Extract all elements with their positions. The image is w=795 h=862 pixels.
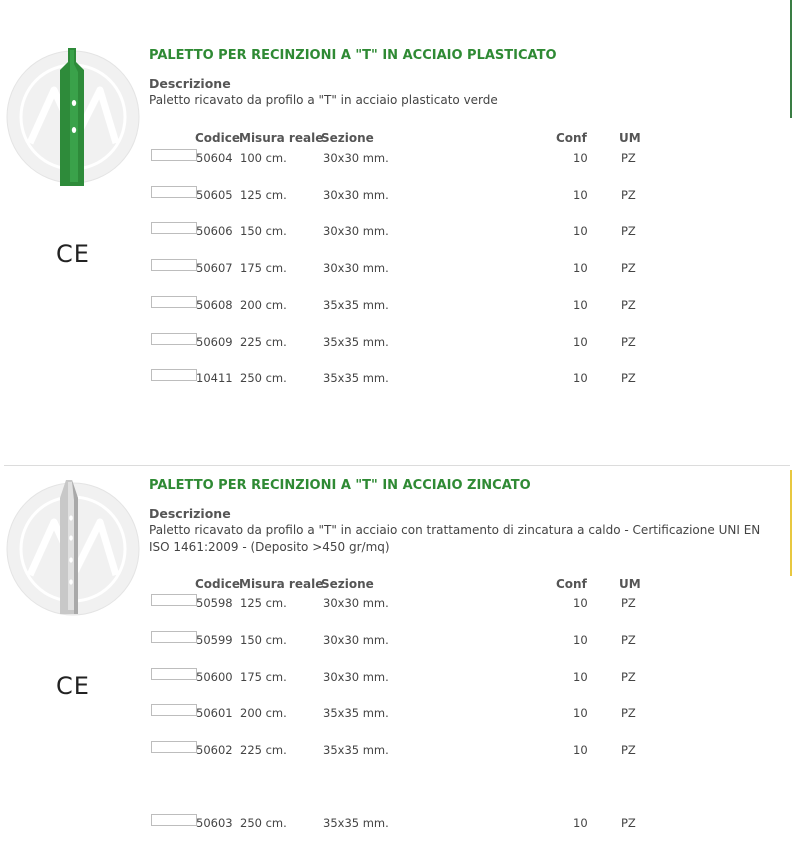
- row-section: 30x30 mm.: [323, 151, 389, 165]
- row-um: PZ: [621, 633, 636, 647]
- col-um: UM: [619, 131, 641, 145]
- row-section: 30x30 mm.: [323, 633, 389, 647]
- row-conf: 10: [573, 188, 588, 202]
- table-row: [0, 298, 795, 316]
- row-conf: 10: [573, 224, 588, 238]
- row-um: PZ: [621, 335, 636, 349]
- row-um: PZ: [621, 743, 636, 757]
- row-code: 50606: [196, 224, 233, 238]
- row-code: 10411: [196, 371, 233, 385]
- row-conf: 10: [573, 298, 588, 312]
- row-code: 50598: [196, 596, 233, 610]
- col-codice: Codice: [195, 131, 241, 145]
- table-row: [0, 261, 795, 279]
- row-um: PZ: [621, 816, 636, 830]
- row-size: 225 cm.: [240, 743, 287, 757]
- table-row: [0, 151, 795, 169]
- row-section: 35x35 mm.: [323, 371, 389, 385]
- row-um: PZ: [621, 151, 636, 165]
- description-text: Paletto ricavato da profilo a "T" in acciaio con trattamento di zincatura a caldo - Certificazione UNI EN ISO 1461:2009 - (Deposito >450 gr/mq): [149, 523, 761, 554]
- col-sezione: Sezione: [321, 577, 374, 591]
- row-conf: 10: [573, 670, 588, 684]
- row-size: 100 cm.: [240, 151, 287, 165]
- quantity-input[interactable]: [151, 741, 197, 753]
- product-title[interactable]: PALETTO PER RECINZIONI A "T" IN ACCIAIO PLASTICATO: [149, 48, 557, 63]
- row-size: 200 cm.: [240, 706, 287, 720]
- table-row: [0, 706, 795, 724]
- row-um: PZ: [621, 224, 636, 238]
- row-size: 250 cm.: [240, 371, 287, 385]
- row-conf: 10: [573, 335, 588, 349]
- col-sezione: Sezione: [321, 131, 374, 145]
- table-row: [0, 670, 795, 688]
- row-code: 50602: [196, 743, 233, 757]
- col-codice: Codice: [195, 577, 241, 591]
- row-conf: 10: [573, 743, 588, 757]
- quantity-input[interactable]: [151, 369, 197, 381]
- col-misura: Misura reale: [239, 131, 324, 145]
- table-row: [0, 224, 795, 242]
- row-section: 35x35 mm.: [323, 706, 389, 720]
- row-code: 50603: [196, 816, 233, 830]
- product-title[interactable]: PALETTO PER RECINZIONI A "T" IN ACCIAIO ZINCATO: [149, 478, 531, 493]
- table-row: [0, 743, 795, 761]
- row-conf: 10: [573, 151, 588, 165]
- row-um: PZ: [621, 188, 636, 202]
- description-label: Descrizione: [149, 76, 231, 91]
- product-card-zincato: [0, 466, 795, 862]
- row-um: PZ: [621, 670, 636, 684]
- row-size: 250 cm.: [240, 816, 287, 830]
- row-section: 30x30 mm.: [323, 670, 389, 684]
- row-section: 30x30 mm.: [323, 261, 389, 275]
- row-code: 50609: [196, 335, 233, 349]
- quantity-input[interactable]: [151, 186, 197, 198]
- row-code: 50604: [196, 151, 233, 165]
- quantity-input[interactable]: [151, 668, 197, 680]
- table-row: [0, 596, 795, 614]
- table-row: [0, 335, 795, 353]
- row-code: 50599: [196, 633, 233, 647]
- row-code: 50600: [196, 670, 233, 684]
- table-row: [0, 816, 795, 834]
- ce-mark-icon: CE: [56, 672, 90, 700]
- quantity-input[interactable]: [151, 333, 197, 345]
- table-row: [0, 371, 795, 389]
- row-size: 150 cm.: [240, 633, 287, 647]
- quantity-input[interactable]: [151, 814, 197, 826]
- row-section: 30x30 mm.: [323, 224, 389, 238]
- row-um: PZ: [621, 706, 636, 720]
- row-size: 200 cm.: [240, 298, 287, 312]
- row-conf: 10: [573, 706, 588, 720]
- row-section: 35x35 mm.: [323, 743, 389, 757]
- row-conf: 10: [573, 371, 588, 385]
- table-row: [0, 188, 795, 206]
- description-label: Descrizione: [149, 506, 231, 521]
- row-conf: 10: [573, 596, 588, 610]
- row-section: 35x35 mm.: [323, 298, 389, 312]
- row-um: PZ: [621, 371, 636, 385]
- row-size: 175 cm.: [240, 261, 287, 275]
- quantity-input[interactable]: [151, 259, 197, 271]
- table-row: [0, 633, 795, 651]
- row-code: 50607: [196, 261, 233, 275]
- quantity-input[interactable]: [151, 704, 197, 716]
- row-code: 50608: [196, 298, 233, 312]
- row-size: 225 cm.: [240, 335, 287, 349]
- col-conf: Conf: [556, 131, 587, 145]
- row-size: 125 cm.: [240, 596, 287, 610]
- right-edge-accent: [790, 0, 792, 118]
- row-section: 30x30 mm.: [323, 188, 389, 202]
- col-conf: Conf: [556, 577, 587, 591]
- row-conf: 10: [573, 633, 588, 647]
- row-size: 175 cm.: [240, 670, 287, 684]
- row-um: PZ: [621, 261, 636, 275]
- col-um: UM: [619, 577, 641, 591]
- row-section: 35x35 mm.: [323, 816, 389, 830]
- quantity-input[interactable]: [151, 631, 197, 643]
- quantity-input[interactable]: [151, 149, 197, 161]
- quantity-input[interactable]: [151, 222, 197, 234]
- description-text: Paletto ricavato da profilo a "T" in acciaio plasticato verde: [149, 93, 498, 107]
- row-section: 30x30 mm.: [323, 596, 389, 610]
- quantity-input[interactable]: [151, 594, 197, 606]
- row-size: 125 cm.: [240, 188, 287, 202]
- row-um: PZ: [621, 298, 636, 312]
- row-conf: 10: [573, 261, 588, 275]
- row-size: 150 cm.: [240, 224, 287, 238]
- row-section: 35x35 mm.: [323, 335, 389, 349]
- ce-mark-icon: CE: [56, 240, 90, 268]
- row-code: 50605: [196, 188, 233, 202]
- quantity-input[interactable]: [151, 296, 197, 308]
- row-conf: 10: [573, 816, 588, 830]
- green-post-image: [4, 48, 142, 193]
- row-code: 50601: [196, 706, 233, 720]
- col-misura: Misura reale: [239, 577, 324, 591]
- row-um: PZ: [621, 596, 636, 610]
